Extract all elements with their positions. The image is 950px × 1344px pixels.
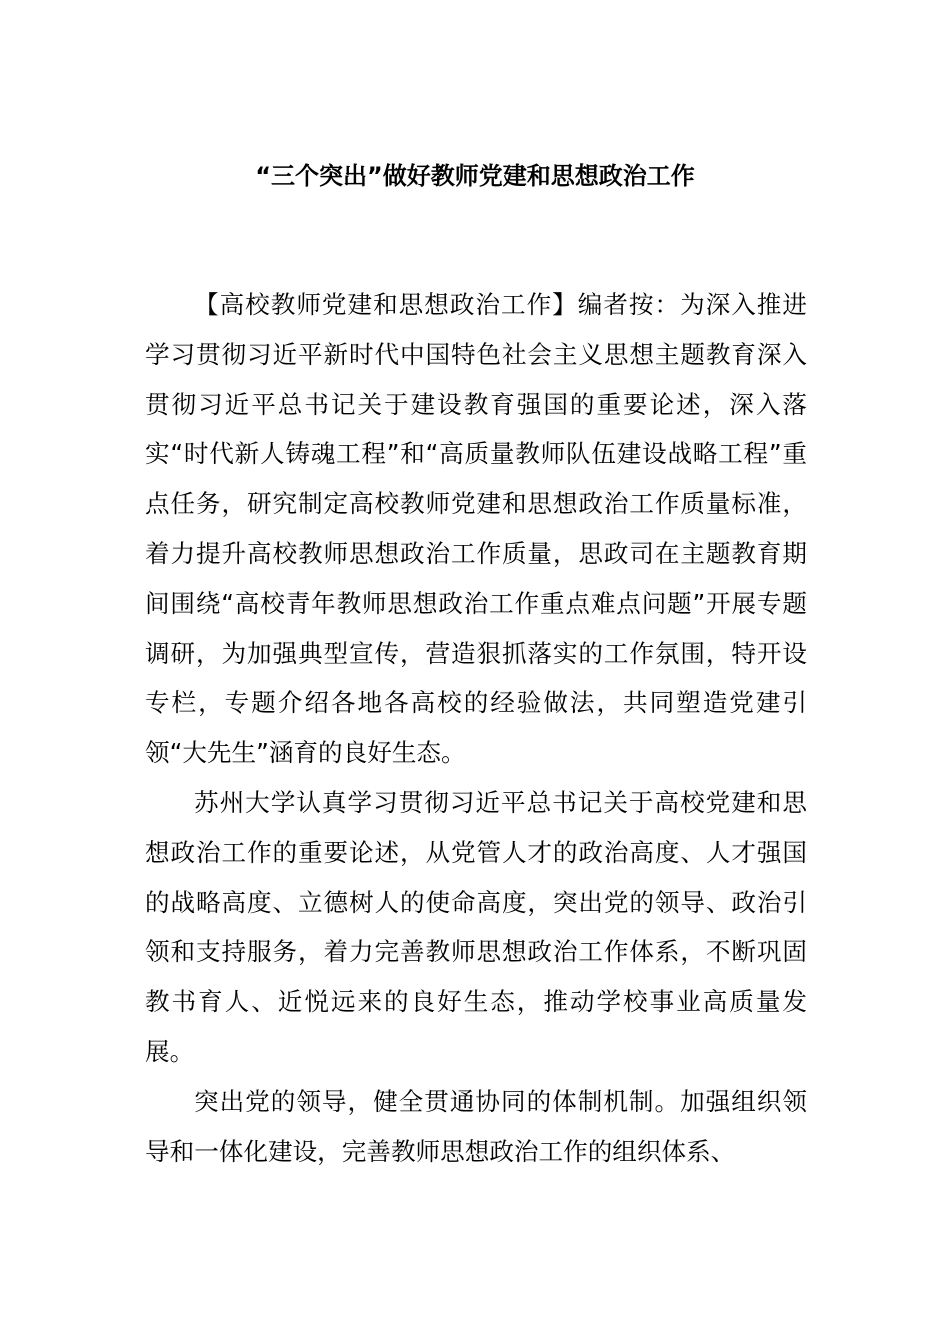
document-body (145, 280, 807, 1176)
paragraph-editor-note: 【高校教师党建和思想政治工作】编者按：为深入推进学习贯彻习近平新时代中国特色社会主义思想主题教育深入贯彻习近平总书记关于建设教育强国的重要论述，深入落实“时代新人铸魂工程”和“高质量教师队伍建设战略工程”重点任务，研究制定高校教师党建和思想政治工作质量标准，着力提升高校教师思想政治工作质量，思政司在主题教育期间围绕“高校青年教师思想政治工作重点难点问题”开展专题调研，为加强典型宣传，营造狠抓落实的工作氛围，特开设专栏，专题介绍各地各高校的经验做法，共同塑造党建引领“大先生”涵育的良好生态。 (145, 290, 807, 768)
paragraph-party-leadership: 突出党的领导，健全贯通协同的体制机制。加强组织领导和一体化建设，完善教师思想政治工作的组织体系、 (145, 1086, 807, 1166)
paragraph-intro: 苏州大学认真学习贯彻习近平总书记关于高校党建和思想政治工作的重要论述，从党管人才的政治高度、人才强国的战略高度、立德树人的使命高度，突出党的领导、政治引领和支持服务，着力完善教师思想政治工作体系，不断巩固教书育人、近悦远来的良好生态，推动学校事业高质量发展。 (145, 787, 807, 1066)
document-title: “三个突出”做好教师党建和思想政治工作 (255, 162, 695, 190)
